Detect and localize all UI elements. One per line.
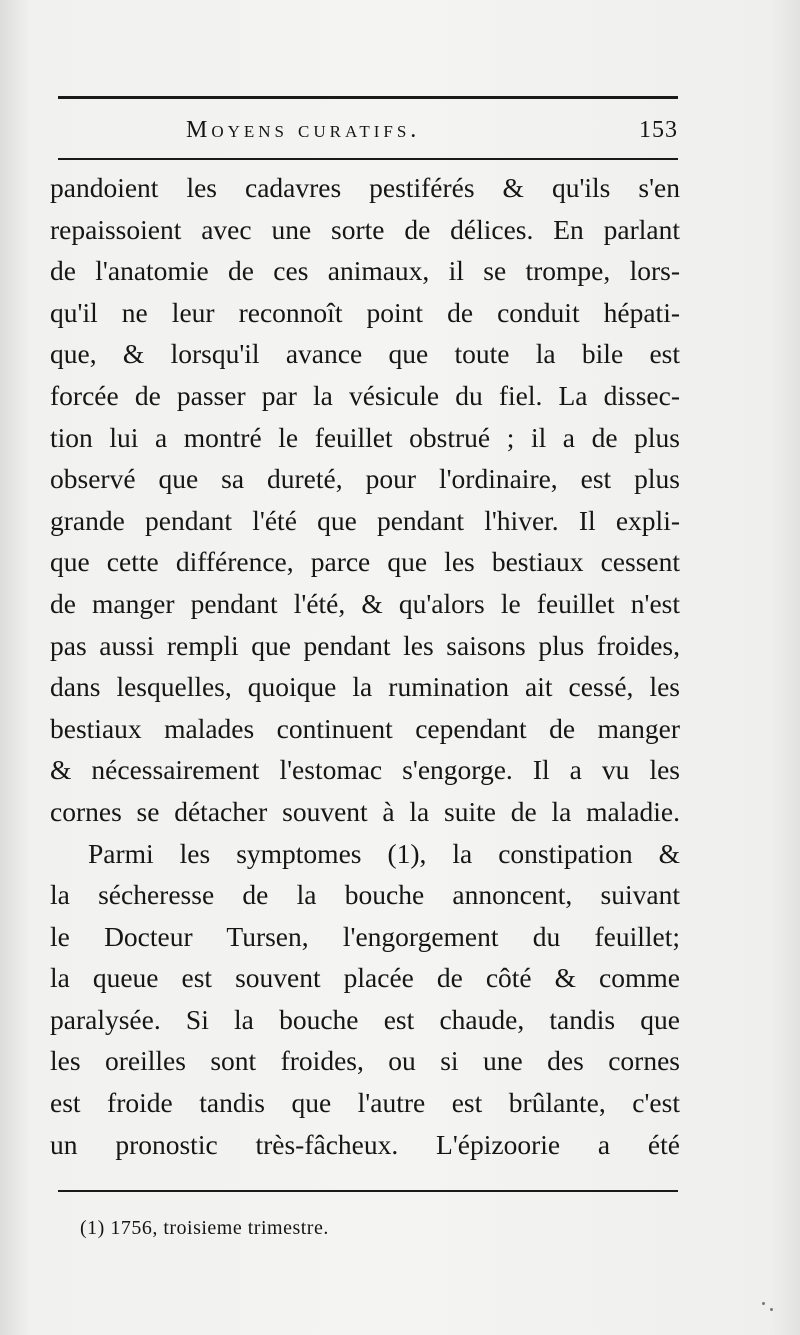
text-line: & nécessairement l'estomac s'engorge. Il a vu les (50, 754, 680, 786)
footnote-rule (58, 1190, 678, 1192)
text-line: bestiaux malades continuent cependant de manger (50, 712, 680, 744)
paper-speck (770, 1308, 773, 1311)
text-line: un pronostic très-fâcheux. L'épizoorie a été (50, 1128, 680, 1160)
text-line: paralysée. Si la bouche est chaude, tandis que (50, 1003, 680, 1035)
text-line: repaissoient avec une sorte de délices. En parlant (50, 213, 680, 245)
text-line: le Docteur Tursen, l'engorgement du feuillet; (50, 920, 680, 952)
text-line: forcée de passer par la vésicule du fiel. La dissec- (50, 379, 680, 411)
text-line: que cette différence, parce que les bestiaux cessent (50, 546, 680, 578)
body-text (50, 167, 680, 1165)
text-line: pandoient les cadavres pestiférés & qu'ils s'en (50, 172, 680, 203)
text-line: les oreilles sont froides, ou si une des cornes (50, 1045, 680, 1077)
footnote: (1) 1756, troisieme trimestre. (80, 1217, 329, 1239)
paper-speck (762, 1302, 765, 1305)
text-line: la queue est souvent placée de côté & comme (50, 962, 680, 994)
text-line: de manger pendant l'été, & qu'alors le feuillet n'est (50, 587, 680, 619)
text-line: est froide tandis que l'autre est brûlante, c'est (50, 1087, 680, 1119)
page-number: 153 (639, 117, 678, 143)
text-line: pas aussi rempli que pendant les saisons plus froides, (50, 629, 680, 661)
text-line: tion lui a montré le feuillet obstrué ; il a de plus (50, 421, 680, 453)
text-line: cornes se détacher souvent à la suite de la maladie. (50, 795, 680, 827)
text-line: qu'il ne leur reconnoît point de conduit hépati- (50, 296, 680, 328)
text-line: dans lesquelles, quoique la rumination ait cessé, les (50, 671, 680, 703)
text-line: grande pendant l'été que pendant l'hiver. Il expli- (50, 504, 680, 536)
text-line: la sécheresse de la bouche annoncent, suivant (50, 879, 680, 911)
text-line: observé que sa dureté, pour l'ordinaire, est plus (50, 463, 680, 495)
header-rule-top (58, 96, 678, 99)
running-head (58, 112, 678, 148)
header-rule-bottom (58, 158, 678, 160)
text-line: de l'anatomie de ces animaux, il se trompe, lors- (50, 255, 680, 287)
text-line: que, & lorsqu'il avance que toute la bile est (50, 338, 680, 370)
text-line: Parmi les symptomes (1), la constipation & (88, 837, 680, 869)
running-head-title: Moyens curatifs. (186, 117, 421, 143)
